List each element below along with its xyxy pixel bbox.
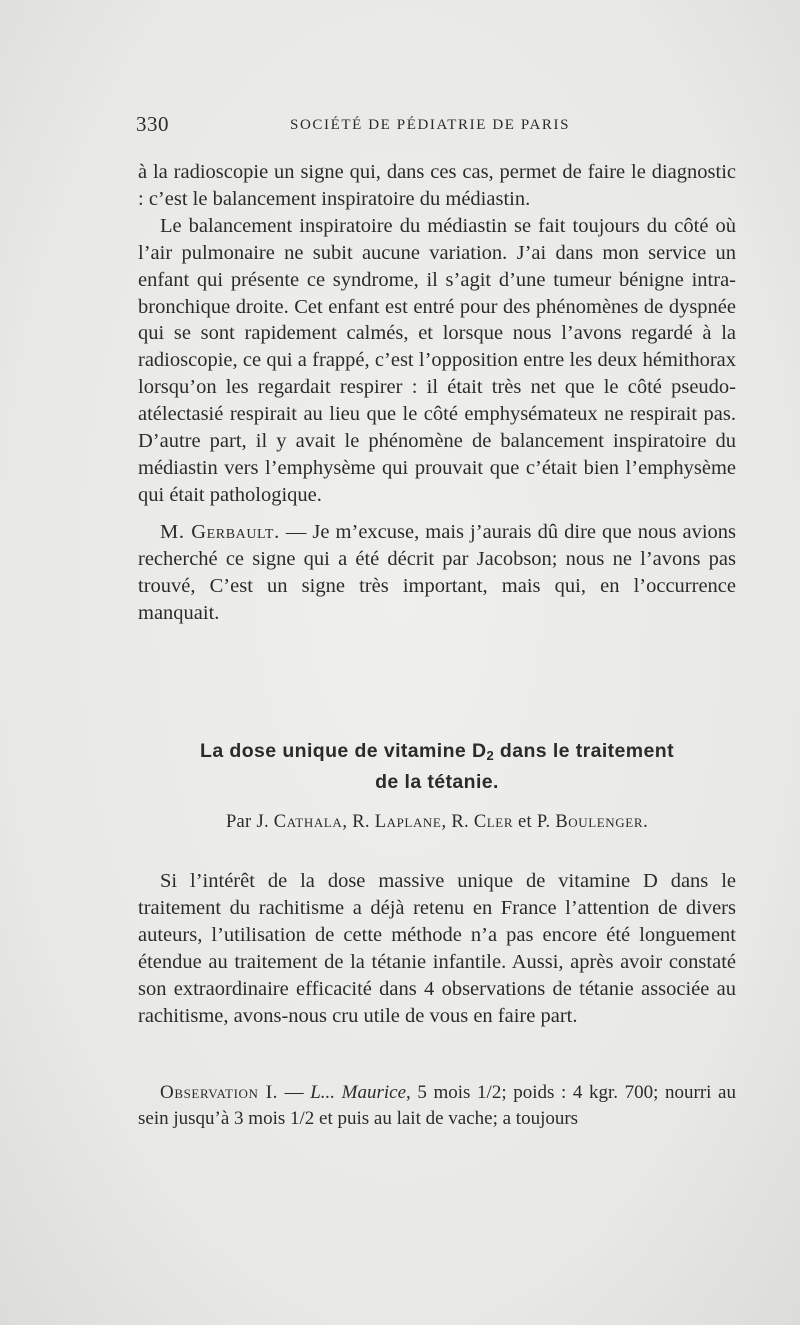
author-sep-1: , R. — [342, 812, 375, 832]
discussion-section — [138, 159, 736, 626]
article-authors — [138, 812, 736, 833]
author-1: Cathala — [273, 812, 343, 832]
observation-dash: — — [278, 1082, 311, 1103]
page-header — [136, 112, 736, 142]
author-sep-3: et P. — [513, 812, 556, 832]
running-head: SOCIÉTÉ DE PÉDIATRIE DE PARIS — [290, 117, 571, 133]
title-subscript: 2 — [486, 748, 495, 763]
article-title — [138, 738, 736, 796]
observation-paragraph — [138, 1080, 736, 1132]
author-4: Boulenger — [555, 812, 644, 832]
article-intro — [138, 868, 736, 1029]
observation-label: Observation I. — [160, 1082, 278, 1103]
title-line-2: de la tétanie. — [375, 771, 499, 793]
speaker-remark: — Je m’excuse, mais j’aurais dû dire que nous avions recherché ce signe qui a été décrit par Jacobson; nous ne l’avons pas trouvé, C’est un signe très important, mais qui, en l’occurrence manquait. — [138, 520, 737, 624]
authors-prefix: Par J. — [225, 812, 274, 832]
paragraph-continued: à la radioscopie un signe qui, dans ces cas, permet de faire le diagnostic : c’est le balancement inspiratoire du médiastin. — [138, 161, 736, 210]
title-text-a: La dose unique de vitamine D — [200, 740, 487, 762]
patient-name: L... Maurice — [310, 1082, 407, 1103]
observation-block — [138, 1080, 736, 1132]
author-2: Laplane — [374, 812, 442, 832]
author-3: Cler — [473, 812, 514, 832]
paragraph-balancement: Le balancement inspiratoire du médiastin se fait toujours du côté où l’air pulmonaire ne subit aucune variation. J’ai dans mon service un enfant qui présente ce syndrome, il s’agit d’une tumeur bénigne intra-bronchique droite. Cet enfant est entré pour des phénomènes de dyspnée qui se sont rapidement calmés, et lorsque nous l’avons regardé à la radioscopie, ce qui a frappé, c’est l’opposition entre les deux hémithorax lorsqu’on les regardait respirer : il était très net que le côté pseudo-atélectasié respirait au lieu que le côté emphysémateux ne respirait pas. D’autre part, il y avait le phénomène de balancement inspiratoire du médiastin vers l’emphysème qui prouvait que c’était bien l’emphysème qui était pathologique. — [138, 214, 736, 506]
author-sep-2: , R. — [441, 812, 474, 832]
intro-paragraph: Si l’intérêt de la dose massive unique de vitamine D dans le traitement du rachitisme a déjà retenu en France l’attention de divers auteurs, l’utilisation de cette méthode n’a pas encore été longuement étendue au traitement de la tétanie infantile. Aussi, après avoir constaté son extraordinaire efficacité dans 4 observations de tétanie associée au rachitisme, avons-nous cru utile de vous en faire part. — [138, 870, 736, 1027]
title-line-1 — [138, 738, 736, 769]
speaker-name: M. Gerbault. — [160, 520, 280, 543]
page-number: 330 — [136, 112, 169, 136]
paragraph-gerbault — [138, 519, 736, 627]
observation-text: , 5 mois 1/2; poids : 4 kgr. 700; nourri au sein jusqu’à 3 mois 1/2 et puis au lait de vache; a toujours — [138, 1082, 736, 1129]
title-text-b: dans le traitement — [494, 740, 674, 762]
authors-end: . — [643, 812, 649, 832]
